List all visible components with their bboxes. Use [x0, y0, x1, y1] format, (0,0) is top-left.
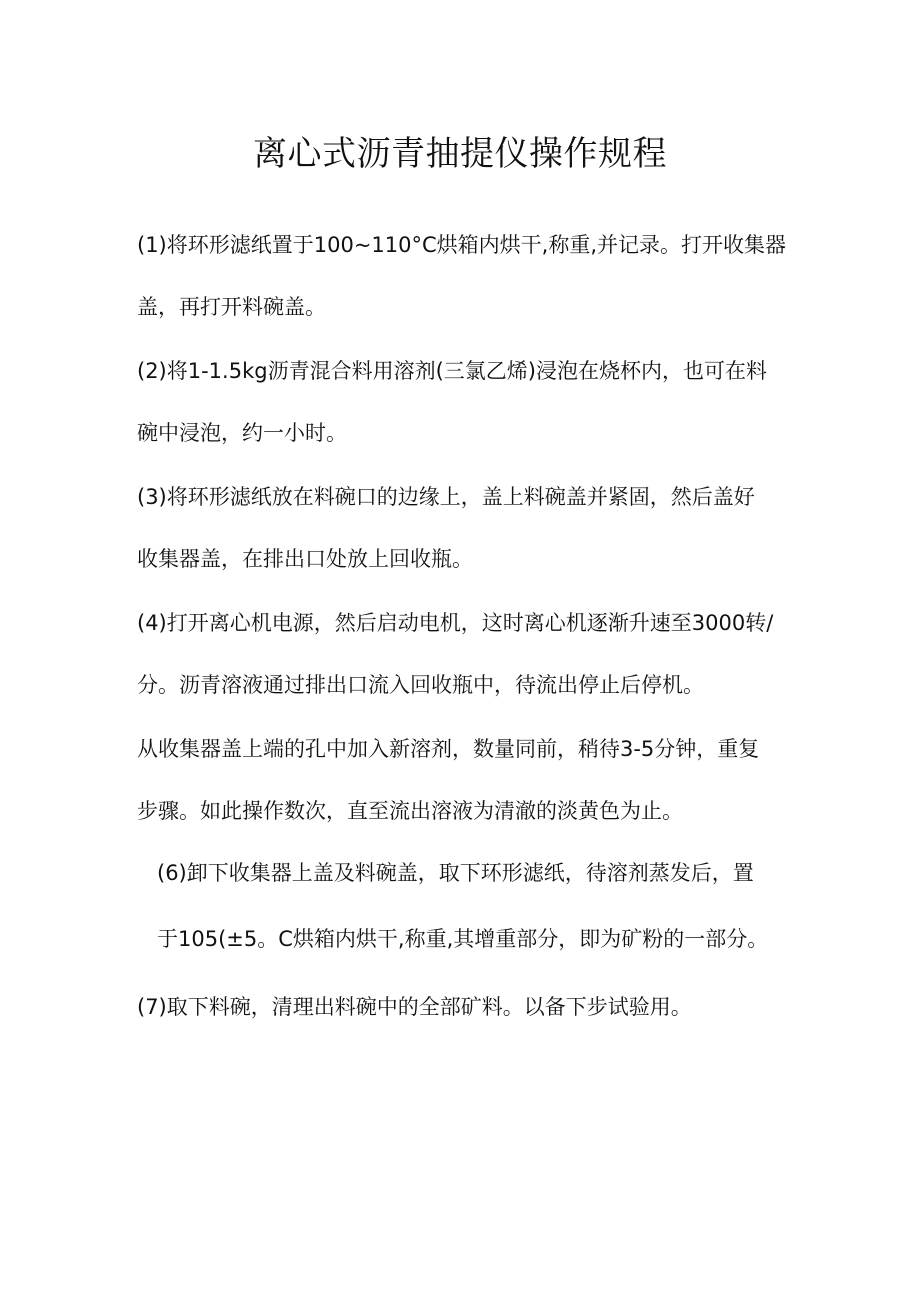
step-1-paragraph	[137, 214, 797, 338]
step-3-paragraph	[137, 466, 797, 590]
paragraph-line: (7)取下料碗，清理出料碗中的全部矿料。以备下步试验用。	[137, 995, 692, 1019]
step-4-paragraph	[137, 592, 797, 716]
step-7-paragraph	[137, 976, 797, 1038]
step-2-paragraph	[137, 340, 797, 464]
paragraph-line: 于105(±5。C烘箱内烘干,称重,其增重部分，即为矿粉的一部分。	[157, 927, 769, 951]
paragraph-line: (4)打开离心机电源，然后启动电机，这时离心机逐渐升速至3000转/	[137, 611, 774, 635]
paragraph-line: 碗中浸泡，约一小时。	[137, 421, 347, 445]
paragraph-line: 收集器盖，在排出口处放上回收瓶。	[137, 547, 473, 571]
paragraph-line: (2)将1-1.5kg沥青混合料用溶剂(三氯乙烯)浸泡在烧杯内，也可在料	[137, 359, 767, 383]
paragraph-line: 步骤。如此操作数次，直至流出溶液为清澈的淡黄色为止。	[137, 799, 683, 823]
paragraph-line: 从收集器盖上端的孔中加入新溶剂，数量同前，稍待3-5分钟，重复	[137, 737, 760, 761]
paragraph-line: 盖，再打开料碗盖。	[137, 295, 326, 319]
paragraph-line: (6)卸下收集器上盖及料碗盖，取下环形滤纸，待溶剂蒸发后，置	[157, 861, 754, 885]
document-title: 离心式沥青抽提仪操作规程	[253, 134, 667, 174]
step-6-paragraph	[157, 840, 817, 972]
paragraph-line: (1)将环形滤纸置于100~110°C烘箱内烘干,称重,并记录。打开收集器	[137, 233, 787, 257]
paragraph-line: 分。沥青溶液通过排出口流入回收瓶中，待流出停止后停机。	[137, 673, 704, 697]
step-5-paragraph	[137, 718, 797, 842]
paragraph-line: (3)将环形滤纸放在料碗口的边缘上，盖上料碗盖并紧固，然后盖好	[137, 485, 755, 509]
